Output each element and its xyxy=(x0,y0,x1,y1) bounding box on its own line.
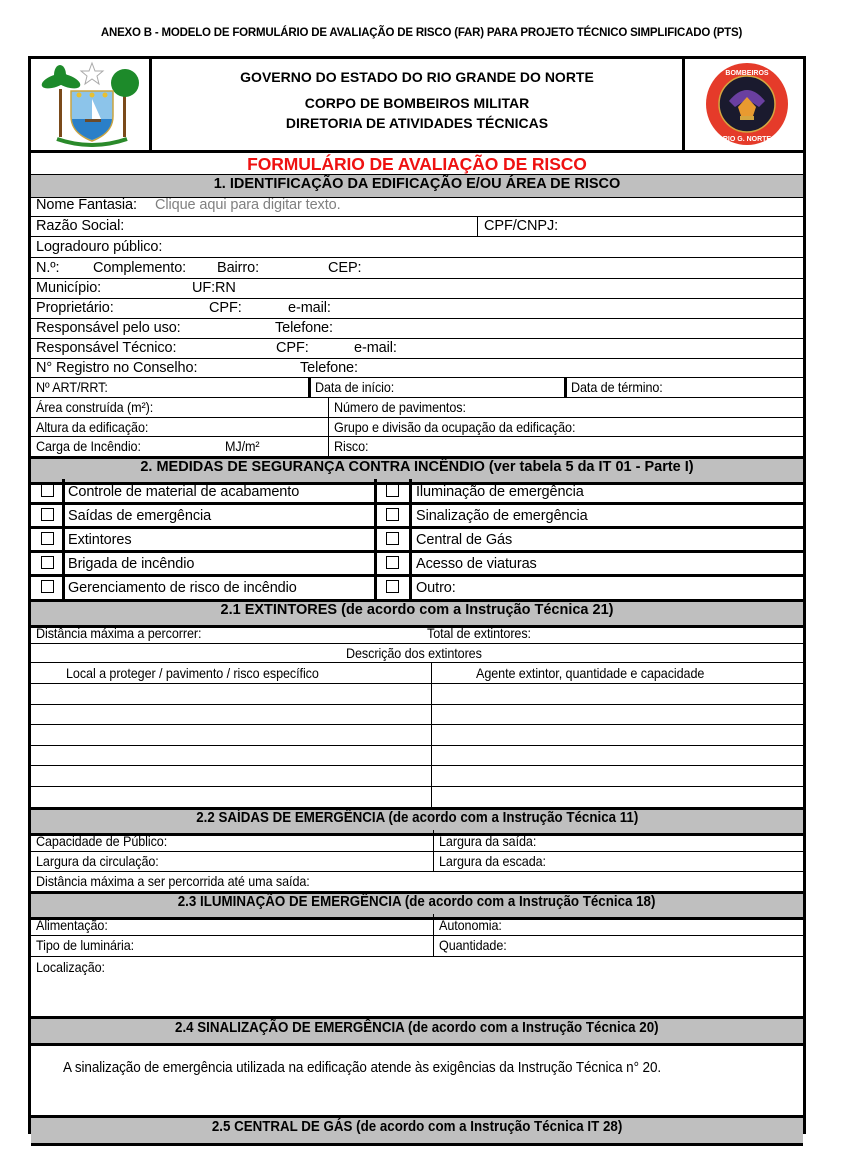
altura-edificacao-label[interactable]: Altura da edificação: xyxy=(36,419,149,435)
sinalizacao-statement: A sinalização de emergência utilizada na edificação atende às exigências da Instrução Técnica n° 20. xyxy=(63,1059,662,1076)
header-directorate: DIRETORIA DE ATIVIDADES TÉCNICAS xyxy=(285,115,549,131)
autonomia-label[interactable]: Autonomia: xyxy=(439,917,502,933)
measure-label: Brigada de incêndio xyxy=(68,556,195,572)
grupo-divisao-label[interactable]: Grupo e divisão da ocupação da edificação: xyxy=(334,419,576,435)
table-row[interactable] xyxy=(31,766,806,786)
measure-label: Outro: xyxy=(416,580,456,596)
measure-label: Acesso de viaturas xyxy=(416,556,537,572)
section-1-header xyxy=(31,174,803,198)
table-row[interactable] xyxy=(31,684,806,704)
area-construida-label[interactable]: Área construída (m²): xyxy=(36,399,154,415)
proprietario-email-label[interactable]: e-mail: xyxy=(288,300,331,316)
numero-pavimentos-label[interactable]: Número de pavimentos: xyxy=(334,399,466,415)
header-center-cell xyxy=(152,59,682,150)
measure-label: Controle de material de acabamento xyxy=(68,484,300,500)
quantidade-label[interactable]: Quantidade: xyxy=(439,937,507,953)
section-2-2-title: 2.2 SAÍDAS DE EMERGÊNCIA (de acordo com a Instrução Técnica 11) xyxy=(195,810,639,826)
form-title: FORMULÁRIO DE AVALIAÇÃO DE RISCO xyxy=(247,154,587,174)
state-coat-of-arms-icon xyxy=(37,61,147,147)
art-rrt-label[interactable]: Nº ART/RRT: xyxy=(36,379,108,395)
responsavel-tecnico-email-label[interactable]: e-mail: xyxy=(354,340,397,356)
distancia-saida-label[interactable]: Distância máxima a ser percorrida até uma saída: xyxy=(36,873,310,889)
complemento-label[interactable]: Complemento: xyxy=(93,260,187,276)
distancia-maxima-label[interactable]: Distância máxima a percorrer: xyxy=(36,625,202,641)
nome-fantasia-label: Nome Fantasia: xyxy=(36,197,137,213)
bairro-label[interactable]: Bairro: xyxy=(217,260,260,276)
measure-label: Sinalização de emergência xyxy=(416,508,588,524)
uf-label: UF:RN xyxy=(192,280,236,296)
fire-department-badge-icon xyxy=(704,61,790,147)
carga-incendio-label[interactable]: Carga de Incêndio: xyxy=(36,438,141,454)
responsavel-uso-label[interactable]: Responsável pelo uso: xyxy=(36,320,181,336)
checkbox-central-gas[interactable] xyxy=(386,532,399,545)
razao-social-label[interactable]: Razão Social: xyxy=(36,218,125,234)
numero-label[interactable]: N.º: xyxy=(36,260,60,276)
header-government: GOVERNO DO ESTADO DO RIO GRANDE DO NORTE xyxy=(240,69,594,85)
capacidade-publico-label[interactable]: Capacidade de Público: xyxy=(36,833,168,849)
responsavel-tecnico-cpf-label[interactable]: CPF: xyxy=(276,340,309,356)
carga-incendio-unit: MJ/m² xyxy=(225,438,260,454)
table-row[interactable] xyxy=(31,705,806,724)
proprietario-cpf-label[interactable]: CPF: xyxy=(209,300,242,316)
descricao-extintores-label: Descrição dos extintores xyxy=(346,645,482,661)
checkbox-outro[interactable] xyxy=(386,580,399,593)
localizacao-label[interactable]: Localização: xyxy=(36,959,105,975)
tipo-luminaria-label[interactable]: Tipo de luminária: xyxy=(36,937,135,953)
col-header-agente: Agente extintor, quantidade e capacidade xyxy=(476,665,705,681)
section-2-5-title: 2.5 CENTRAL DE GÁS (de acordo com a Instrução Técnica IT 28) xyxy=(211,1119,623,1135)
checkbox-controle-material[interactable] xyxy=(41,484,54,497)
largura-circulacao-label[interactable]: Largura da circulação: xyxy=(36,853,159,869)
measure-label: Saídas de emergência xyxy=(68,508,212,524)
header-department: CORPO DE BOMBEIROS MILITAR xyxy=(304,95,530,111)
svg-text:RIO G. NORTE: RIO G. NORTE xyxy=(722,136,772,143)
svg-text:BOMBEIROS: BOMBEIROS xyxy=(725,70,769,77)
table-row[interactable] xyxy=(31,725,806,745)
table-row[interactable] xyxy=(31,787,806,807)
responsavel-tecnico-label[interactable]: Responsável Técnico: xyxy=(36,340,177,356)
total-extintores-label[interactable]: Total de extintores: xyxy=(427,625,531,641)
data-inicio-label[interactable]: Data de início: xyxy=(315,379,395,395)
checkbox-sinalizacao[interactable] xyxy=(386,508,399,521)
largura-saida-label[interactable]: Largura da saída: xyxy=(439,833,537,849)
section-2-4-header xyxy=(31,1016,803,1046)
risco-label[interactable]: Risco: xyxy=(334,438,369,454)
header-right-logo-cell xyxy=(682,59,806,150)
cpf-cnpj-label[interactable]: CPF/CNPJ: xyxy=(484,218,559,234)
col-header-local: Local a proteger / pavimento / risco específico xyxy=(66,665,319,681)
section-1-title: 1. IDENTIFICAÇÃO DA EDIFICAÇÃO E/OU ÁREA DE RISCO xyxy=(213,176,621,192)
registro-conselho-label[interactable]: N° Registro no Conselho: xyxy=(36,360,198,376)
table-row[interactable] xyxy=(31,746,806,765)
alimentacao-label[interactable]: Alimentação: xyxy=(36,917,108,933)
checkbox-gerenciamento-risco[interactable] xyxy=(41,580,54,593)
header-left-logo-cell xyxy=(31,59,152,150)
checkbox-brigada[interactable] xyxy=(41,556,54,569)
measure-label: Central de Gás xyxy=(416,532,513,548)
section-2-4-title: 2.4 SINALIZAÇÃO DE EMERGÊNCIA (de acordo com a Instrução Técnica 20) xyxy=(175,1020,659,1036)
checkbox-extintores[interactable] xyxy=(41,532,54,545)
largura-escada-label[interactable]: Largura da escada: xyxy=(439,853,546,869)
registro-telefone-label[interactable]: Telefone: xyxy=(300,360,358,376)
section-2-1-title: 2.1 EXTINTORES (de acordo com a Instrução Técnica 21) xyxy=(220,602,614,618)
logradouro-label[interactable]: Logradouro público: xyxy=(36,239,163,255)
proprietario-label[interactable]: Proprietário: xyxy=(36,300,114,316)
section-2-title: 2. MEDIDAS DE SEGURANÇA CONTRA INCÊNDIO (ver tabela 5 da IT 01 - Parte I) xyxy=(140,459,694,475)
data-termino-label[interactable]: Data de término: xyxy=(571,379,663,395)
section-2-header xyxy=(31,456,803,485)
section-2-3-title: 2.3 ILUMINAÇÃO DE EMERGÊNCIA (de acordo com a Instrução Técnica 18) xyxy=(178,894,656,910)
measure-label: Extintores xyxy=(68,532,132,548)
measure-label: Gerenciamento de risco de incêndio xyxy=(68,580,297,596)
section-2-5-header xyxy=(31,1115,803,1146)
checkbox-iluminacao[interactable] xyxy=(386,484,399,497)
checkbox-acesso-viaturas[interactable] xyxy=(386,556,399,569)
nome-fantasia-input[interactable]: Clique aqui para digitar texto. xyxy=(155,197,341,213)
municipio-label[interactable]: Município: xyxy=(36,280,102,296)
risk-assessment-form xyxy=(28,56,806,1134)
annex-title: ANEXO B - MODELO DE FORMULÁRIO DE AVALIAÇÃO DE RISCO (FAR) PARA PROJETO TÉCNICO SIMPLIFICADO (PTS) xyxy=(100,27,743,39)
checkbox-saidas-emergencia[interactable] xyxy=(41,508,54,521)
responsavel-uso-telefone-label[interactable]: Telefone: xyxy=(275,320,333,336)
section-2-3-header xyxy=(31,891,803,920)
measure-label: Iluminação de emergência xyxy=(416,484,584,500)
cep-label[interactable]: CEP: xyxy=(328,260,362,276)
